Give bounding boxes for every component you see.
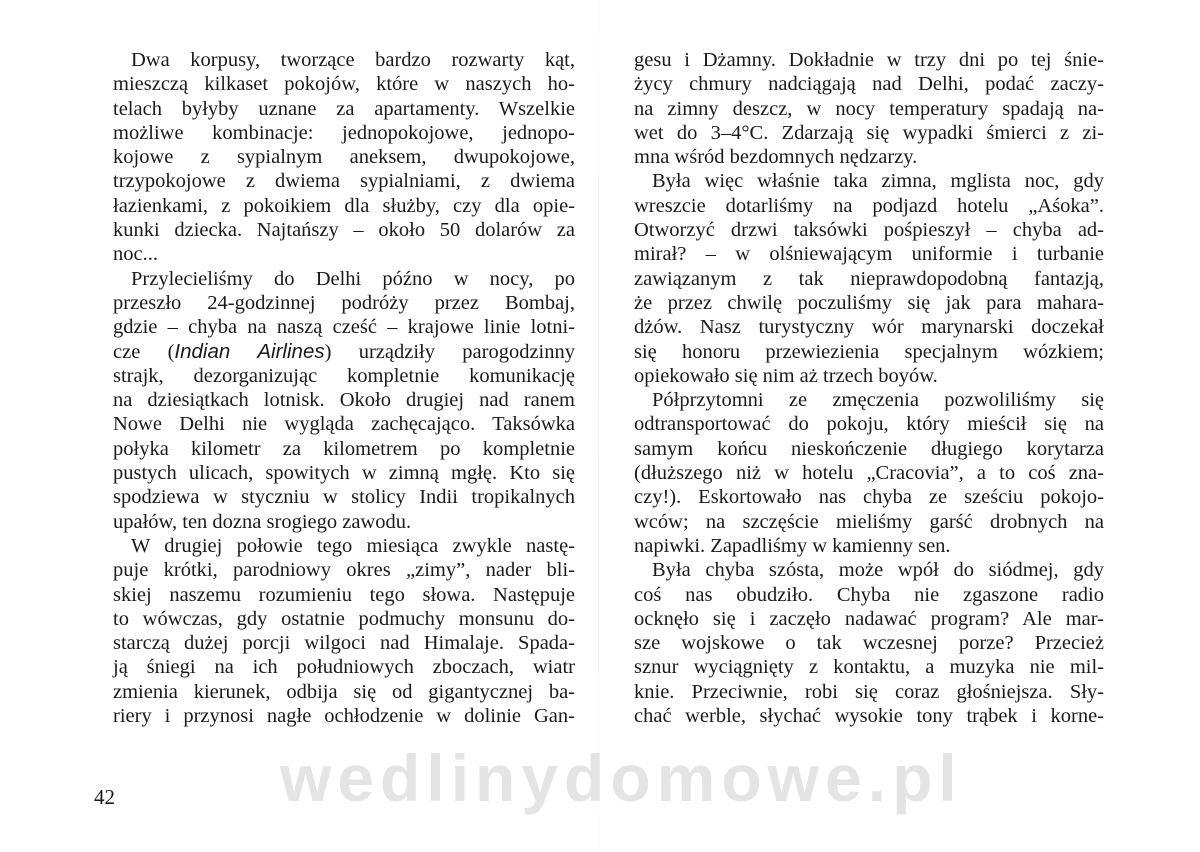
text-line: na dziesiątkach lotnisk. Około drugiej nad ranem bbox=[113, 389, 575, 412]
text-line: Otworzyć drzwi taksówki pośpieszył – chyba ad- bbox=[634, 219, 1104, 242]
text-line: połyka kilometr za kilometrem po kompletnie bbox=[113, 437, 575, 460]
text-line: trzypokojowe z dwiema sypialniami, z dwiema bbox=[113, 170, 575, 193]
text-line: sze wojskowe o tak wczesnej porze? Przecież bbox=[634, 632, 1104, 655]
text-line: wet do 3–4°C. Zdarzają się wypadki śmierci z zi- bbox=[634, 121, 1104, 144]
text-line: zawiązanym z tak nieprawdopodobną fantazją, bbox=[634, 267, 1104, 290]
text-line: kojowe z sypialnym aneksem, dwupokojowe, bbox=[113, 146, 575, 169]
watermark-text: wedlinydomowe.pl bbox=[280, 741, 963, 815]
text-line: kunki dziecka. Najtańszy – około 50 dolarów za bbox=[113, 219, 575, 242]
text-line: napiwki. Zapadliśmy w kamienny sen. bbox=[634, 534, 951, 557]
text-line: to wówczas, gdy ostatnie podmuchy monsunu do- bbox=[113, 607, 575, 630]
text-line: wreszcie dotarliśmy na podjazd hotelu „Aśoka”. bbox=[634, 194, 1104, 217]
text-line: mna wśród bezdomnych nędzarzy. bbox=[634, 146, 918, 169]
text-line: chać werble, słychać wysokie tony trąbek i korne- bbox=[634, 705, 1104, 728]
text-line: riery i przynosi nagłe ochłodzenie w dolinie Gan- bbox=[113, 705, 575, 728]
text-line: ją śniegi na ich południowych zboczach, wiatr bbox=[113, 656, 575, 679]
text-line: strajk, dezorganizując kompletnie komunikację bbox=[113, 364, 575, 387]
text-line: Półprzytomni ze zmęczenia pozwoliliśmy się bbox=[652, 389, 1104, 412]
text-line: skiej naszemu rozumieniu tego słowa. Następuje bbox=[113, 583, 575, 606]
text-line: łazienkami, z pokoikiem dla służby, czy dla opie- bbox=[113, 194, 575, 217]
text-line: (dłuższego niż w hotelu „Cracovia”, a to coś zna- bbox=[634, 462, 1104, 485]
text-line: pustych ulicach, spowitych w zimną mgłę. Kto się bbox=[113, 462, 575, 485]
page-fold bbox=[598, 0, 599, 852]
text-line: sznur wyciągnięty z kontaktu, a muzyka nie mil- bbox=[634, 656, 1104, 679]
text-line: się honoru przewiezienia specjalnym wózkiem; bbox=[634, 340, 1104, 363]
text-line: knie. Przeciwnie, robi się coraz głośniejsza. Sły- bbox=[634, 680, 1104, 703]
left-column bbox=[113, 48, 575, 728]
text-line: starczą dużej porcji wilgoci nad Himalaje. Spada- bbox=[113, 632, 575, 655]
text-line: gdzie – chyba na naszą cześć – krajowe linie lotni- bbox=[113, 316, 575, 339]
text-line: Była chyba szósta, może wpół do siódmej, gdy bbox=[652, 559, 1104, 582]
text-line: na zimny deszcz, w nocy temperatury spadają na- bbox=[634, 97, 1104, 120]
text-line: puje krótki, parodniowy okres „zimy”, nader bli- bbox=[113, 559, 575, 582]
text-line: ocknęło się i zaczęło nadawać program? Ale mar- bbox=[634, 607, 1104, 630]
text-line: mieszczą kilkaset pokojów, które w naszych ho- bbox=[113, 73, 575, 96]
text-line: że przez chwilę poczuliśmy się jak para mahara- bbox=[634, 291, 1104, 314]
page-number: 42 bbox=[94, 785, 115, 809]
text-line: spodziewa w styczniu w stolicy Indii tropikalnych bbox=[113, 486, 575, 509]
text-line: Przylecieliśmy do Delhi późno w nocy, po bbox=[131, 267, 575, 290]
text-line: upałów, ten dozna srogiego zawodu. bbox=[113, 510, 412, 533]
text-line: mirał? – w olśniewającym uniformie i turbanie bbox=[634, 243, 1104, 266]
text-line: wców; na szczęście mieliśmy garść drobnych na bbox=[634, 510, 1104, 533]
text-line: życy chmury nadciągają nad Delhi, podać zaczy- bbox=[634, 73, 1104, 96]
text-line: dżów. Nasz turystyczny wór marynarski doczekał bbox=[634, 316, 1104, 339]
text-line: samym końcu nieskończenie długiego korytarza bbox=[634, 437, 1104, 460]
text-line: odtransportować do pokoju, który mieścił się na bbox=[634, 413, 1104, 436]
text-line: noc... bbox=[113, 243, 158, 266]
text-line: możliwe kombinacje: jednopokojowe, jednopo- bbox=[113, 121, 575, 144]
text-line: W drugiej połowie tego miesiąca zwykle nastę- bbox=[131, 534, 575, 557]
text-line: gesu i Dżamny. Dokładnie w trzy dni po tej śnie- bbox=[634, 49, 1104, 71]
text-line: coś nas obudziło. Chyba nie zgaszone radio bbox=[634, 583, 1104, 606]
text-line: Nowe Delhi nie wygląda zachęcająco. Taksówka bbox=[113, 413, 575, 436]
text-line: przeszło 24-godzinnej podróży przez Bombaj, bbox=[113, 291, 575, 314]
text-line: opiekowało się nim aż trzech boyów. bbox=[634, 364, 938, 387]
right-column bbox=[634, 48, 1104, 728]
text-line: Była więc właśnie taka zimna, mglista noc, gdy bbox=[652, 170, 1104, 193]
text-line: Dwa korpusy, tworzące bardzo rozwarty kąt, bbox=[131, 49, 575, 71]
text-line: telach byłyby uznane za apartamenty. Wszelkie bbox=[113, 97, 575, 120]
text-line: cze (Indian Airlines) urządziły parogodzinny bbox=[113, 339, 576, 363]
text-line: czy!). Eskortowało nas chyba ze sześciu pokojo- bbox=[634, 486, 1104, 509]
text-line: zmienia kierunek, odbija się od gigantycznej ba- bbox=[113, 680, 575, 703]
